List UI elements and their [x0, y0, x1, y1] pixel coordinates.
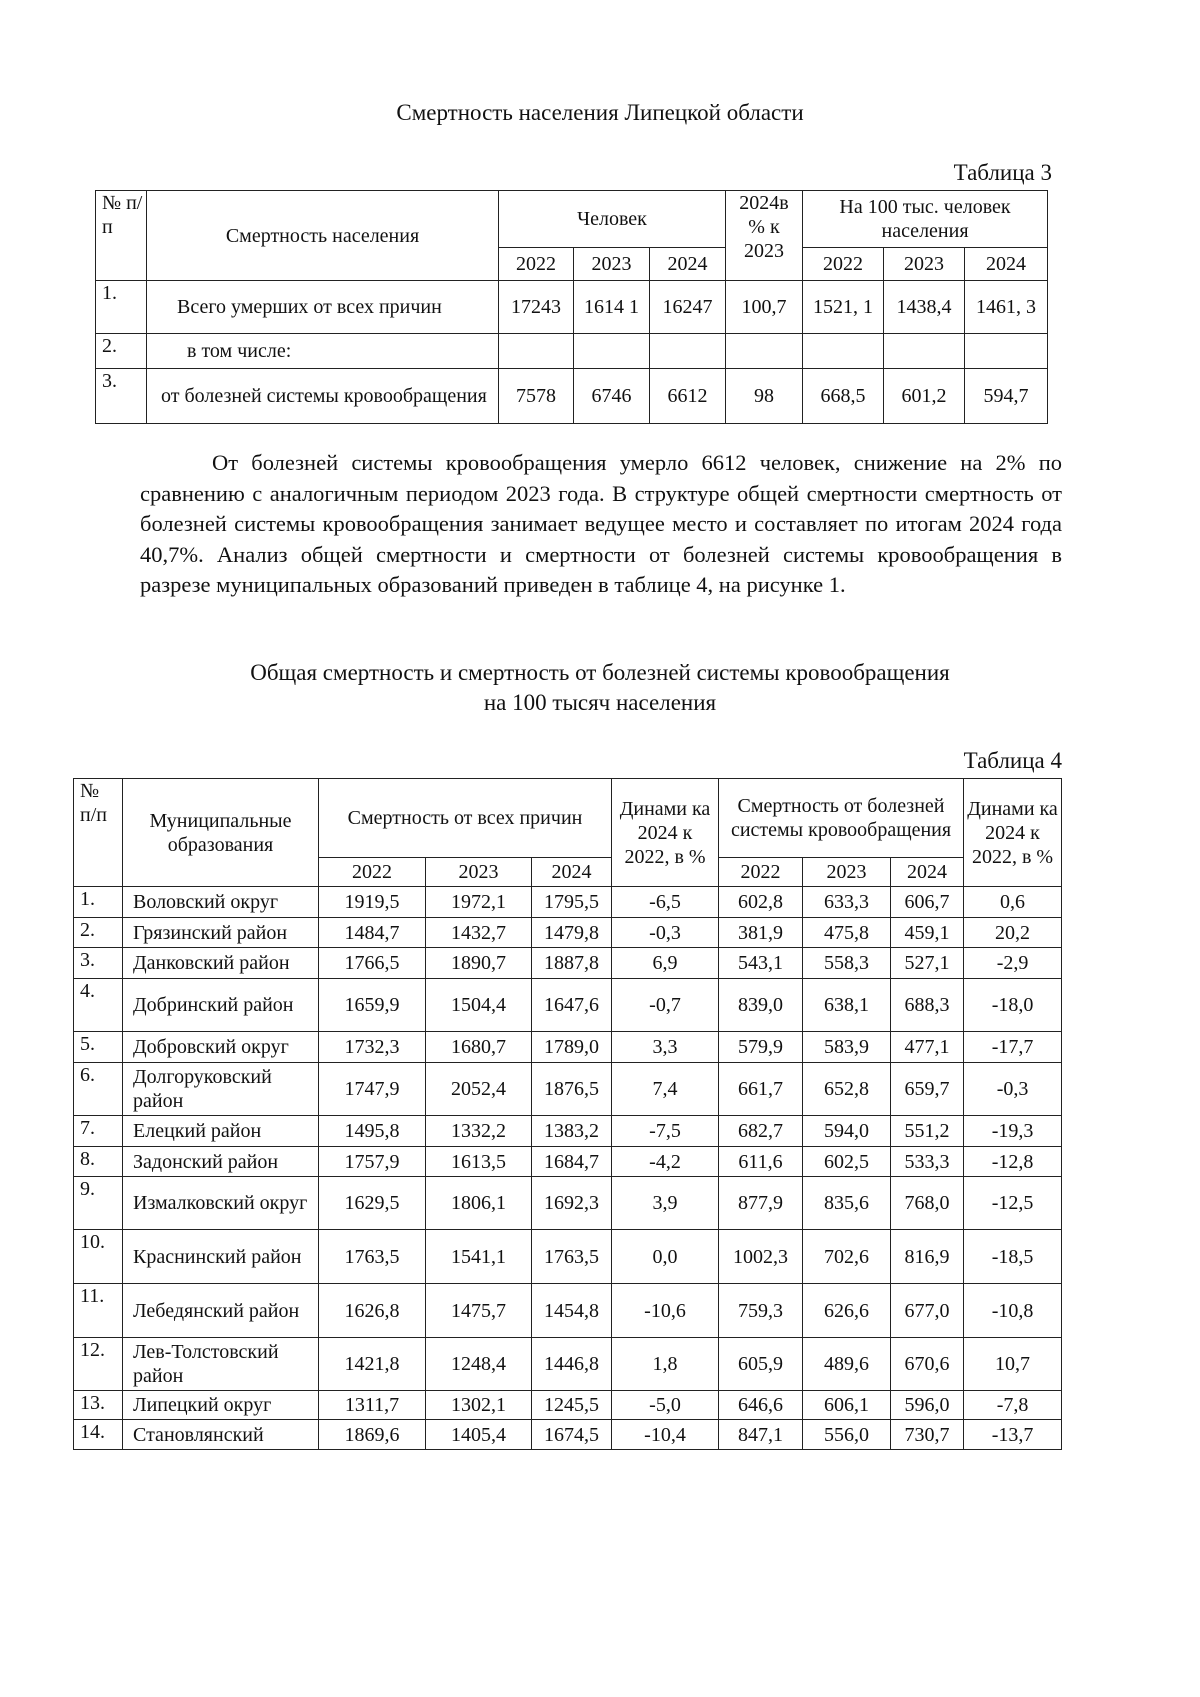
- cell-value: 1541,1: [426, 1230, 532, 1284]
- cell-value: 543,1: [719, 948, 803, 979]
- cell-value: 1919,5: [319, 887, 426, 918]
- cell-value: 1405,4: [426, 1420, 532, 1450]
- cell-value: 688,3: [891, 979, 964, 1032]
- table-row: [74, 1147, 1062, 1177]
- cell-value: 1757,9: [319, 1147, 426, 1177]
- cell-value: 847,1: [719, 1420, 803, 1450]
- cell-value: 1692,3: [532, 1177, 612, 1230]
- cell-value: 1626,8: [319, 1284, 426, 1338]
- cell-value: 670,6: [891, 1338, 964, 1391]
- row-name: Лев-Толстовский район: [123, 1338, 319, 1391]
- table-row: [74, 1177, 1062, 1230]
- cell-value: 527,1: [891, 948, 964, 979]
- row-name: Елецкий район: [123, 1116, 319, 1147]
- cell-value: 556,0: [803, 1420, 891, 1450]
- cell-value: 1245,5: [532, 1391, 612, 1420]
- table-row: [74, 1116, 1062, 1147]
- cell-value: 730,7: [891, 1420, 964, 1450]
- row-number: 6.: [74, 1063, 123, 1116]
- row-name: в том числе:: [147, 334, 499, 369]
- header-per100k: На 100 тыс. человек населения: [803, 191, 1048, 248]
- header-dynamics-all: Динами ка 2024 к 2022, в %: [612, 779, 719, 887]
- header-year: 2022: [719, 858, 803, 887]
- cell-value: 1763,5: [532, 1230, 612, 1284]
- cell-value: 661,7: [719, 1063, 803, 1116]
- cell-value: 839,0: [719, 979, 803, 1032]
- row-number: 9.: [74, 1177, 123, 1230]
- cell-value: 1446,8: [532, 1338, 612, 1391]
- cell-value: 1789,0: [532, 1032, 612, 1063]
- cell-value: -18,0: [964, 979, 1062, 1032]
- cell-value: -0,7: [612, 979, 719, 1032]
- cell-value: -6,5: [612, 887, 719, 918]
- cell-value: -17,7: [964, 1032, 1062, 1063]
- row-name: Данковский район: [123, 948, 319, 979]
- cell-value: 10,7: [964, 1338, 1062, 1391]
- cell-value: 601,2: [884, 369, 965, 424]
- cell-value: -2,9: [964, 948, 1062, 979]
- cell-value: 816,9: [891, 1230, 964, 1284]
- cell-value: 638,1: [803, 979, 891, 1032]
- table-row: [74, 948, 1062, 979]
- row-name: Грязинский район: [123, 918, 319, 948]
- row-name: Измалковский округ: [123, 1177, 319, 1230]
- row-name: Краснинский район: [123, 1230, 319, 1284]
- cell-value: -10,4: [612, 1420, 719, 1450]
- cell-value: [650, 334, 726, 369]
- cell-value: 1613,5: [426, 1147, 532, 1177]
- cell-value: -12,5: [964, 1177, 1062, 1230]
- cell-value: 489,6: [803, 1338, 891, 1391]
- cell-value: 1484,7: [319, 918, 426, 948]
- row-number: 2.: [74, 918, 123, 948]
- cell-value: 381,9: [719, 918, 803, 948]
- cell-value: 1495,8: [319, 1116, 426, 1147]
- table4-title-line2: на 100 тысяч населения: [483, 690, 717, 715]
- cell-value: 1479,8: [532, 918, 612, 948]
- header-year: 2023: [803, 858, 891, 887]
- table-row: [74, 1063, 1062, 1116]
- body-paragraph: От болезней системы кровообращения умерло 6612 человек, снижение на 2% по сравнению с аналогичным периодом 2023 года. В структуре общей смертности смертность от болезней системы кровообращения занимает ведущее место и составляет по итогам 2024 года 40,7%. Анализ общей смертности и смертности от болезней системы кровообращения в разрезе муниципальных образований приведен в таблице 4, на рисунке 1.: [140, 450, 1062, 597]
- header-year: 2023: [426, 858, 532, 887]
- table-row: [74, 1230, 1062, 1284]
- table4-label: Таблица 4: [963, 748, 1062, 773]
- row-number: 14.: [74, 1420, 123, 1450]
- cell-value: 6612: [650, 369, 726, 424]
- row-name: Лебедянский район: [123, 1284, 319, 1338]
- header-name: Смертность населения: [147, 191, 499, 281]
- row-name: от болезней системы кровообращения: [147, 369, 499, 424]
- row-name: Воловский округ: [123, 887, 319, 918]
- header-num: № п/п: [74, 779, 123, 887]
- cell-value: 646,6: [719, 1391, 803, 1420]
- table4: [73, 778, 1062, 1450]
- row-name: Становлянский: [123, 1420, 319, 1450]
- table-row: [74, 1032, 1062, 1063]
- cell-value: -13,7: [964, 1420, 1062, 1450]
- table-row: [96, 281, 1048, 334]
- header-year: 2024: [532, 858, 612, 887]
- table-row: [74, 918, 1062, 948]
- cell-value: 2052,4: [426, 1063, 532, 1116]
- cell-value: 0,6: [964, 887, 1062, 918]
- row-name: Задонский район: [123, 1147, 319, 1177]
- table-row: [74, 1338, 1062, 1391]
- cell-value: [884, 334, 965, 369]
- table-row: [74, 1391, 1062, 1420]
- row-name: Добровский округ: [123, 1032, 319, 1063]
- cell-value: 835,6: [803, 1177, 891, 1230]
- cell-value: [803, 334, 884, 369]
- cell-value: 1766,5: [319, 948, 426, 979]
- cell-value: 1876,5: [532, 1063, 612, 1116]
- cell-value: 1438,4: [884, 281, 965, 334]
- cell-value: 594,7: [965, 369, 1048, 424]
- cell-value: 475,8: [803, 918, 891, 948]
- cell-value: 477,1: [891, 1032, 964, 1063]
- cell-value: 611,6: [719, 1147, 803, 1177]
- cell-value: 6746: [574, 369, 650, 424]
- cell-value: 596,0: [891, 1391, 964, 1420]
- cell-value: 20,2: [964, 918, 1062, 948]
- table-row: [74, 1284, 1062, 1338]
- table3: [95, 190, 1048, 424]
- cell-value: -10,8: [964, 1284, 1062, 1338]
- cell-value: 633,3: [803, 887, 891, 918]
- row-number: 11.: [74, 1284, 123, 1338]
- row-name: Липецкий округ: [123, 1391, 319, 1420]
- cell-value: 1421,8: [319, 1338, 426, 1391]
- header-dynamics-circ: Динами ка 2024 к 2022, в %: [964, 779, 1062, 887]
- cell-value: 1763,5: [319, 1230, 426, 1284]
- header-year: 2022: [803, 248, 884, 281]
- cell-value: 626,6: [803, 1284, 891, 1338]
- cell-value: 1002,3: [719, 1230, 803, 1284]
- cell-value: 606,7: [891, 887, 964, 918]
- cell-value: 7578: [499, 369, 574, 424]
- header-year: 2024: [650, 248, 726, 281]
- cell-value: 1432,7: [426, 918, 532, 948]
- row-number: 5.: [74, 1032, 123, 1063]
- cell-value: 1795,5: [532, 887, 612, 918]
- cell-value: 1248,4: [426, 1338, 532, 1391]
- table4-title-line1: Общая смертность и смертность от болезней системы кровообращения: [250, 660, 950, 685]
- cell-value: 877,9: [719, 1177, 803, 1230]
- table-row: [74, 1420, 1062, 1450]
- cell-value: 459,1: [891, 918, 964, 948]
- header-num: № п/п: [96, 191, 147, 281]
- cell-value: 551,2: [891, 1116, 964, 1147]
- header-people: Человек: [499, 191, 726, 248]
- cell-value: 1461, 3: [965, 281, 1048, 334]
- cell-value: 602,5: [803, 1147, 891, 1177]
- table-row: [74, 979, 1062, 1032]
- row-number: 10.: [74, 1230, 123, 1284]
- cell-value: 6,9: [612, 948, 719, 979]
- table-row: [96, 334, 1048, 369]
- cell-value: -7,5: [612, 1116, 719, 1147]
- header-year: 2024: [891, 858, 964, 887]
- row-number: 1.: [96, 281, 147, 334]
- header-year: 2023: [884, 248, 965, 281]
- cell-value: -12,8: [964, 1147, 1062, 1177]
- cell-value: 1311,7: [319, 1391, 426, 1420]
- cell-value: 1332,2: [426, 1116, 532, 1147]
- cell-value: 0,0: [612, 1230, 719, 1284]
- row-number: 1.: [74, 887, 123, 918]
- cell-value: 17243: [499, 281, 574, 334]
- cell-value: -4,2: [612, 1147, 719, 1177]
- cell-value: 1302,1: [426, 1391, 532, 1420]
- row-number: 3.: [96, 369, 147, 424]
- cell-value: 1869,6: [319, 1420, 426, 1450]
- cell-value: 759,3: [719, 1284, 803, 1338]
- header-circulatory: Смертность от болезней системы кровообращения: [719, 779, 964, 858]
- cell-value: 7,4: [612, 1063, 719, 1116]
- header-pct: 2024в % к 2023: [726, 191, 803, 281]
- cell-value: -0,3: [612, 918, 719, 948]
- cell-value: 558,3: [803, 948, 891, 979]
- cell-value: 659,7: [891, 1063, 964, 1116]
- row-name: Добринский район: [123, 979, 319, 1032]
- row-number: 8.: [74, 1147, 123, 1177]
- cell-value: 1887,8: [532, 948, 612, 979]
- cell-value: 768,0: [891, 1177, 964, 1230]
- cell-value: 602,8: [719, 887, 803, 918]
- row-number: 7.: [74, 1116, 123, 1147]
- cell-value: [726, 334, 803, 369]
- header-year: 2024: [965, 248, 1048, 281]
- cell-value: 668,5: [803, 369, 884, 424]
- cell-value: -0,3: [964, 1063, 1062, 1116]
- row-number: 2.: [96, 334, 147, 369]
- cell-value: 1647,6: [532, 979, 612, 1032]
- cell-value: 1454,8: [532, 1284, 612, 1338]
- cell-value: [499, 334, 574, 369]
- cell-value: 1614 1: [574, 281, 650, 334]
- cell-value: 1,8: [612, 1338, 719, 1391]
- cell-value: 1659,9: [319, 979, 426, 1032]
- cell-value: 1972,1: [426, 887, 532, 918]
- cell-value: 1732,3: [319, 1032, 426, 1063]
- cell-value: 100,7: [726, 281, 803, 334]
- header-year: 2022: [499, 248, 574, 281]
- cell-value: 605,9: [719, 1338, 803, 1391]
- cell-value: -19,3: [964, 1116, 1062, 1147]
- cell-value: 1504,4: [426, 979, 532, 1032]
- row-name: Всего умерших от всех причин: [147, 281, 499, 334]
- cell-value: 16247: [650, 281, 726, 334]
- row-number: 3.: [74, 948, 123, 979]
- cell-value: 702,6: [803, 1230, 891, 1284]
- cell-value: -5,0: [612, 1391, 719, 1420]
- cell-value: -18,5: [964, 1230, 1062, 1284]
- cell-value: 1890,7: [426, 948, 532, 979]
- row-number: 13.: [74, 1391, 123, 1420]
- cell-value: 1684,7: [532, 1147, 612, 1177]
- header-all-causes: Смертность от всех причин: [319, 779, 612, 858]
- cell-value: 1521, 1: [803, 281, 884, 334]
- header-year: 2022: [319, 858, 426, 887]
- row-number: 4.: [74, 979, 123, 1032]
- cell-value: 677,0: [891, 1284, 964, 1338]
- table3-label: Таблица 3: [953, 160, 1052, 185]
- cell-value: 3,9: [612, 1177, 719, 1230]
- row-number: 12.: [74, 1338, 123, 1391]
- row-name: Долгоруковский район: [123, 1063, 319, 1116]
- cell-value: 1629,5: [319, 1177, 426, 1230]
- cell-value: 583,9: [803, 1032, 891, 1063]
- cell-value: 1383,2: [532, 1116, 612, 1147]
- table-row: [74, 887, 1062, 918]
- cell-value: 1674,5: [532, 1420, 612, 1450]
- cell-value: 1747,9: [319, 1063, 426, 1116]
- document-title: Смертность населения Липецкой области: [396, 100, 804, 125]
- cell-value: 3,3: [612, 1032, 719, 1063]
- table-row: [96, 369, 1048, 424]
- cell-value: 652,8: [803, 1063, 891, 1116]
- cell-value: 533,3: [891, 1147, 964, 1177]
- cell-value: 606,1: [803, 1391, 891, 1420]
- cell-value: -7,8: [964, 1391, 1062, 1420]
- cell-value: 1475,7: [426, 1284, 532, 1338]
- cell-value: -10,6: [612, 1284, 719, 1338]
- cell-value: 579,9: [719, 1032, 803, 1063]
- cell-value: [574, 334, 650, 369]
- cell-value: [965, 334, 1048, 369]
- cell-value: 1680,7: [426, 1032, 532, 1063]
- header-year: 2023: [574, 248, 650, 281]
- cell-value: 98: [726, 369, 803, 424]
- header-name: Муниципальные образования: [123, 779, 319, 887]
- cell-value: 682,7: [719, 1116, 803, 1147]
- cell-value: 1806,1: [426, 1177, 532, 1230]
- cell-value: 594,0: [803, 1116, 891, 1147]
